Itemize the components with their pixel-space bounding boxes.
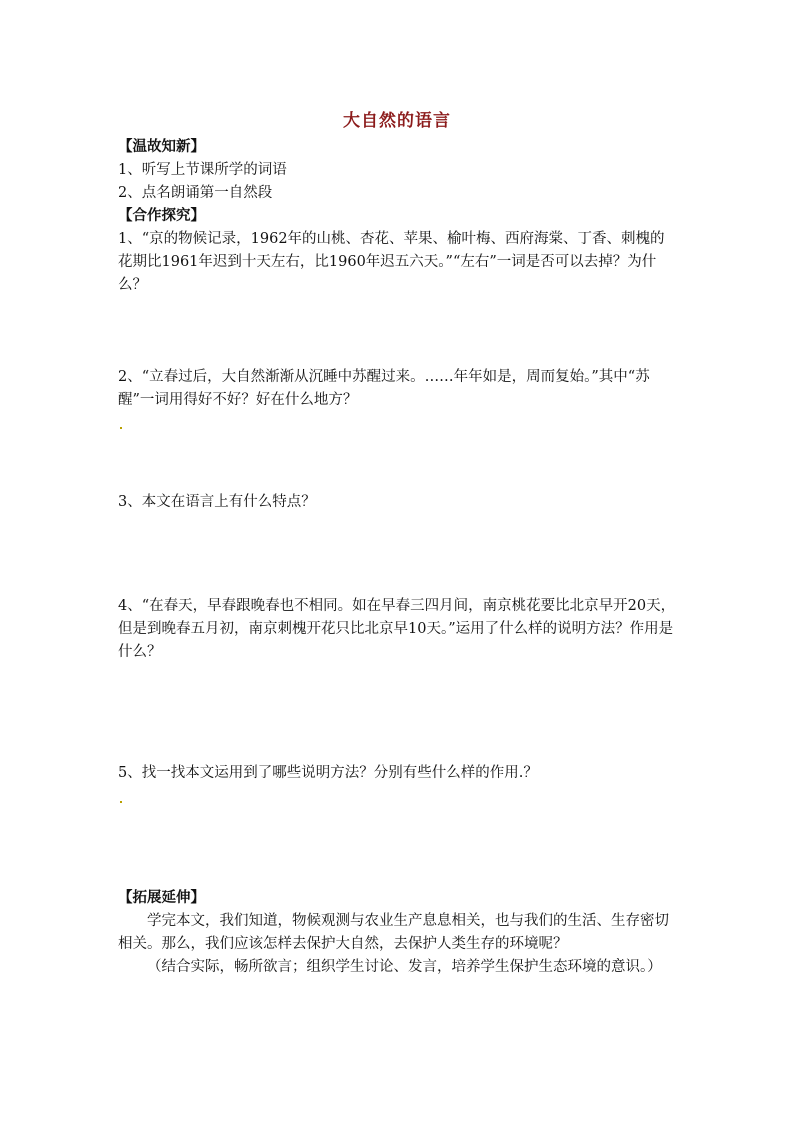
question-2-block [118,366,678,412]
question-1: 1、“京的物候记录，1962年的山桃、杏花、苹果、榆叶梅、西府海棠、丁香、刺槐的花期比1961年迟到十天左右，比1960年迟五六天。”“左右”一词是否可以去掉？为什么？ [118,231,665,293]
extend-section [118,887,678,979]
question-2: 2、“立春过后，大自然渐渐从沉睡中苏醒过来。……年年如是，周而复始。”其中“苏醒”一词用得好不好？好在什么地方？ [118,369,650,408]
stray-mark [120,427,122,429]
question-4: 4、“在春天，早春跟晚春也不相同。如在早春三四月间，南京桃花要比北京早开20天，但是到晚春五月初，南京刺槐开花只比北京早10天。”运用了什么样的说明方法？作用是什么？ [118,598,676,660]
question-3: 3、本文在语言上有什么特点？ [118,494,316,510]
extend-paragraph-1: 学完本文，我们知道，物候观测与农业生产息息相关，也与我们的生活、生存密切相关。那么，我们应该怎样去保护大自然，去保护人类生存的环境呢？ [118,913,669,952]
question-4-block [118,595,678,664]
extend-heading: 【拓展延伸】 [118,890,205,906]
review-heading: 【温故知新】 [118,139,205,155]
question-3-block [118,491,678,514]
review-section [118,136,678,297]
review-item-1: 1、听写上节课所学的词语 [118,162,287,178]
explore-heading: 【合作探究】 [118,208,205,224]
stray-mark [120,801,122,803]
review-item-2: 2、点名朗诵第一自然段 [118,185,273,201]
document-title: 大自然的语言 [343,111,451,131]
question-5: 5、找一找本文运用到了哪些说明方法？分别有些什么样的作用.？ [118,765,538,781]
question-5-block [118,762,678,785]
extend-paragraph-2: （结合实际，畅所欲言；组织学生讨论、发言，培养学生保护生态环境的意识。） [147,959,662,975]
